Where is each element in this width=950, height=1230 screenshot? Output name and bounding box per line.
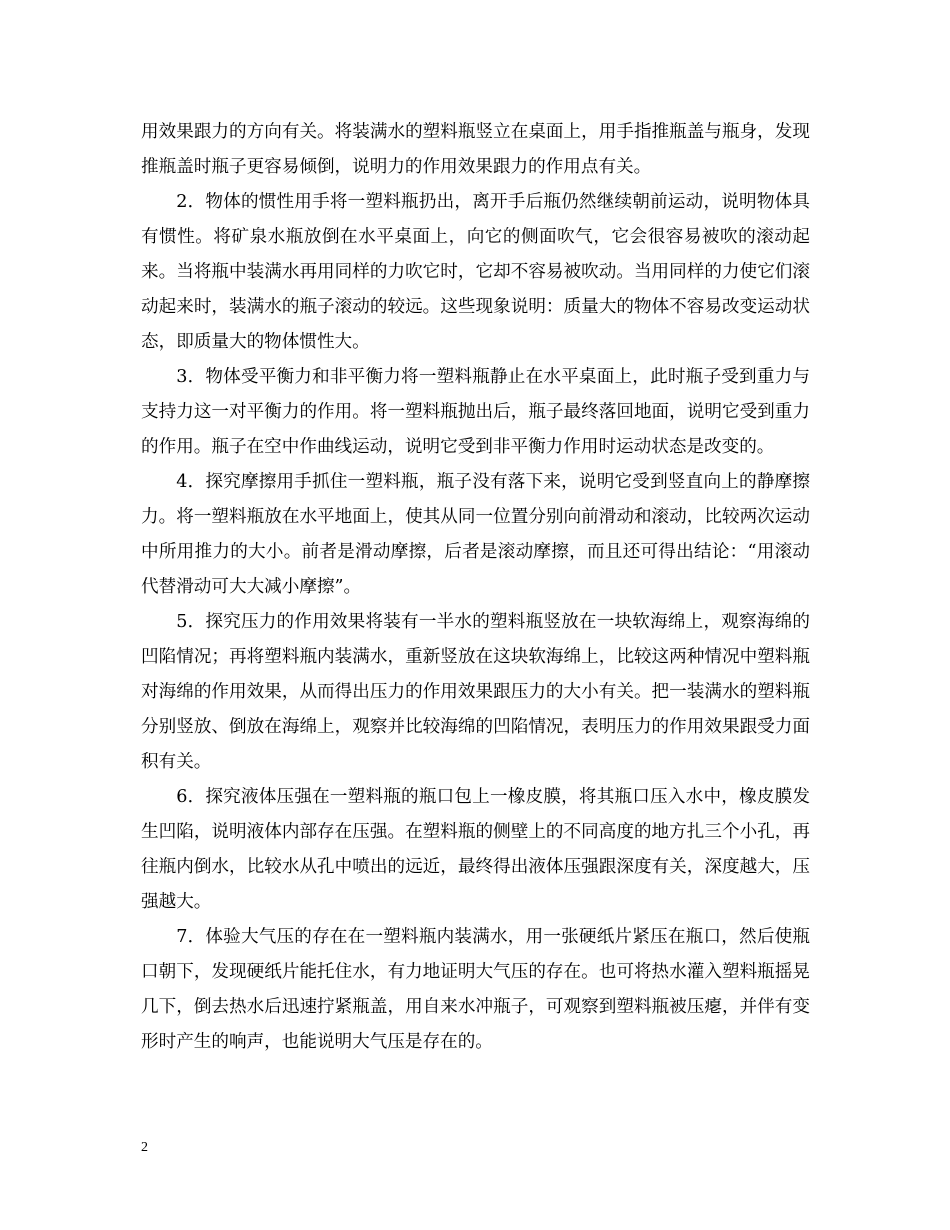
paragraph-pressure-effect: 5．探究压力的作用效果将装有一半水的塑料瓶竖放在一块软海绵上，观察海绵的凹陷情况；再将塑料瓶内装满水，重新竖放在这块软海绵上，比较这两种情况中塑料瓶对海绵的作用效果，从而得出压力的作用效果跟压力的大小有关。把一装满水的塑料瓶分别竖放、倒放在海绵上，观察并比较海绵的凹陷情况，表明压力的作用效果跟受力面积有关。 <box>141 612 810 772</box>
page-number: 2 <box>141 1140 148 1155</box>
paragraph-balanced-forces: 3．物体受平衡力和非平衡力将一塑料瓶静止在水平桌面上，此时瓶子受到重力与支持力这一对平衡力的作用。将一塑料瓶抛出后，瓶子最终落回地面，说明它受到重力的作用。瓶子在空中作曲线运动，说明它受到非平衡力作用时运动状态是改变的。 <box>141 367 810 457</box>
paragraph-inertia: 2．物体的惯性用手将一塑料瓶扔出，离开手后瓶仍然继续朝前运动，说明物体具有惯性。将矿泉水瓶放倒在水平桌面上，向它的侧面吹气，它会很容易被吹的滚动起来。当将瓶中装满水再用同样的力吹它时，它却不容易被吹动。当用同样的力使它们滚动起来时，装满水的瓶子滚动的较远。这些现象说明：质量大的物体不容易改变运动状态，即质量大的物体惯性大。 <box>141 192 810 352</box>
paragraph-atmospheric-pressure: 7．体验大气压的存在在一塑料瓶内装满水，用一张硬纸片紧压在瓶口，然后使瓶口朝下，发现硬纸片能托住水，有力地证明大气压的存在。也可将热水灌入塑料瓶摇晃几下，倒去热水后迅速拧紧瓶盖，用自来水冲瓶子，可观察到塑料瓶被压瘪，并伴有变形时产生的响声，也能说明大气压是存在的。 <box>141 927 810 1052</box>
paragraph-liquid-pressure: 6．探究液体压强在一塑料瓶的瓶口包上一橡皮膜，将其瓶口压入水中，橡皮膜发生凹陷，说明液体内部存在压强。在塑料瓶的侧壁上的不同高度的地方扎三个小孔，再往瓶内倒水，比较水从孔中喷出的远近，最终得出液体压强跟深度有关，深度越大，压强越大。 <box>141 787 810 912</box>
document-body <box>141 115 810 1060</box>
paragraph-friction: 4．探究摩擦用手抓住一塑料瓶，瓶子没有落下来，说明它受到竖直向上的静摩擦力。将一塑料瓶放在水平地面上，使其从同一位置分别向前滑动和滚动，比较两次运动中所用推力的大小。前者是滑动摩擦，后者是滚动摩擦，而且还可得出结论：“用滚动代替滑动可大大减小摩擦”。 <box>141 472 810 597</box>
paragraph-continuation: 用效果跟力的方向有关。将装满水的塑料瓶竖立在桌面上，用手指推瓶盖与瓶身，发现推瓶盖时瓶子更容易倾倒，说明力的作用效果跟力的作用点有关。 <box>141 122 810 177</box>
